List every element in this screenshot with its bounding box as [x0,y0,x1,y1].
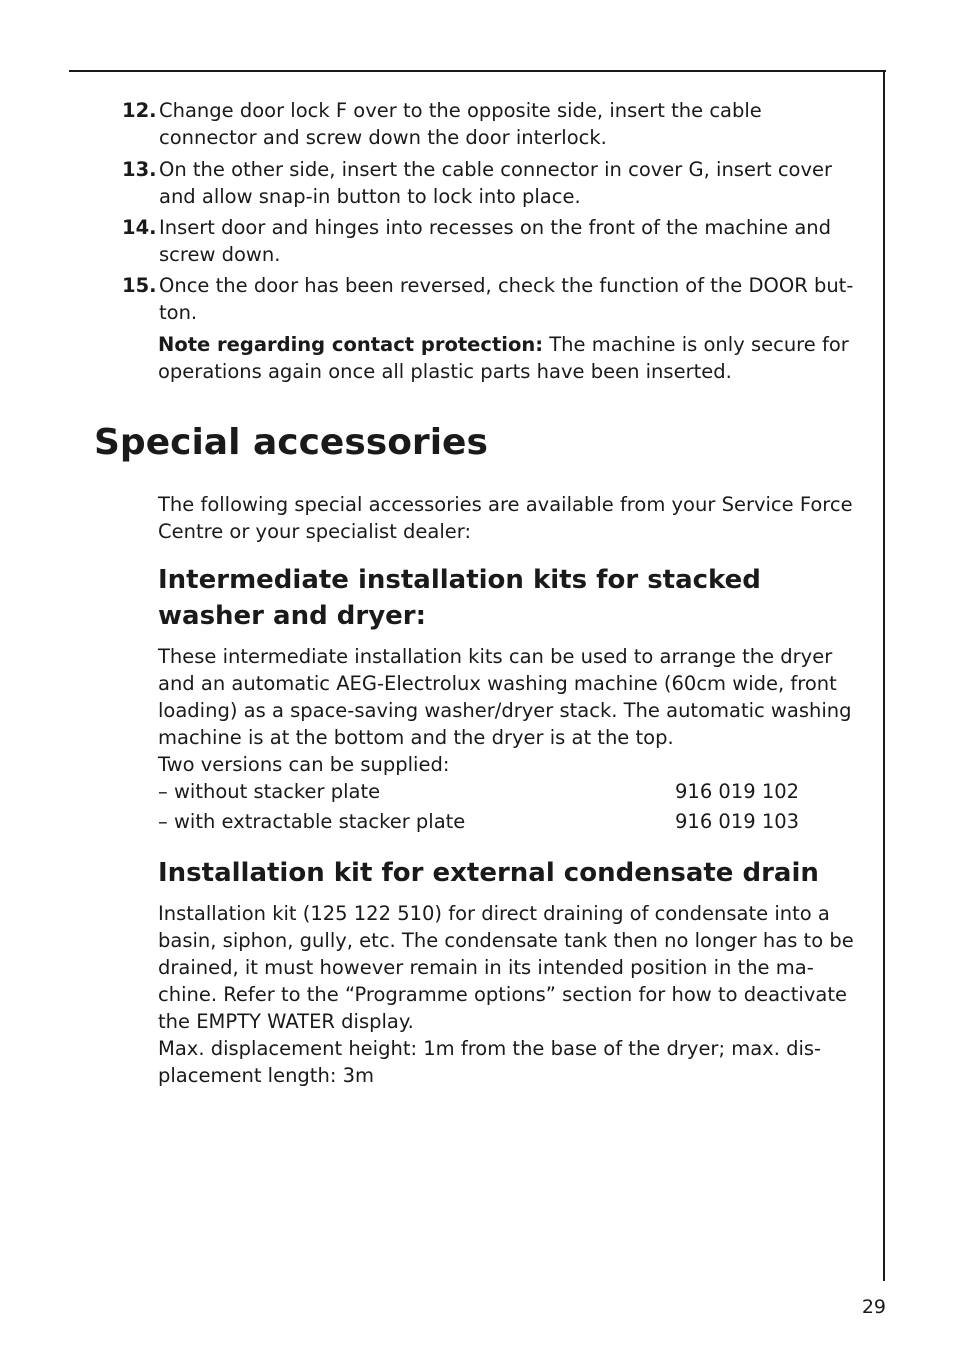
step-text: On the other side, insert the cable connector in cover G, insert cover and allow snap-in button to lock into place. [159,158,833,208]
step-text: Once the door has been reversed, check the function of the DOOR but-ton. [159,274,854,324]
drain-kit-limits: Max. displacement height: 1m from the base of the dryer; max. dis-placement length: 3m [158,1037,822,1087]
top-rule [69,70,886,72]
drain-kit-body: Installation kit (125 122 510) for direct draining of condensate into a basin, siphon, gully, etc. The condensate tank then no longer has to be drained, it must however remain in its intended position in the ma-chine. Refer to the “Programme options” section for how to deactivate the EMPTY WATER display. [158,902,854,1033]
kit-version-label: – with extractable stacker plate [158,810,466,833]
kit-part-number: 916 019 102 [675,780,800,803]
step-number: 13. [122,158,157,181]
drain-kit-heading: Installation kit for external condensate drain [158,858,819,888]
note-text: The machine is only secure for operations again once all plastic parts have been inserted. [158,333,849,383]
contact-protection-note [158,331,858,385]
versions-intro: Two versions can be supplied: [158,753,450,776]
step-number: 14. [122,216,157,239]
kit-version-label: – without stacker plate [158,780,381,803]
step-text: Change door lock F over to the opposite side, insert the cable connector and screw down the door interlock. [159,99,762,149]
step-text: Insert door and hinges into recesses on the front of the machine and screw down. [159,216,832,266]
section-intro: The following special accessories are available from your Service Force Centre or your specialist dealer: [158,493,853,543]
note-label: Note regarding contact protection: [158,333,544,356]
kit-part-number: 916 019 103 [675,810,800,833]
step-number: 12. [122,99,157,122]
side-rule [883,70,885,1281]
stacking-kits-body: These intermediate installation kits can be used to arrange the dryer and an automatic AEG-Electrolux washing machine (60cm wide, front loading) as a space-saving washer/dryer stack. The automatic washing machine is at the bottom and the dryer is at the top. [158,645,852,749]
section-title: Special accessories [94,422,488,463]
page-number: 29 [861,1296,886,1318]
step-number: 15. [122,274,157,297]
kit-version-row [158,808,858,835]
stacking-kits-heading: Intermediate installation kits for stacked washer and dryer: [158,565,761,631]
kit-version-row [158,778,858,805]
